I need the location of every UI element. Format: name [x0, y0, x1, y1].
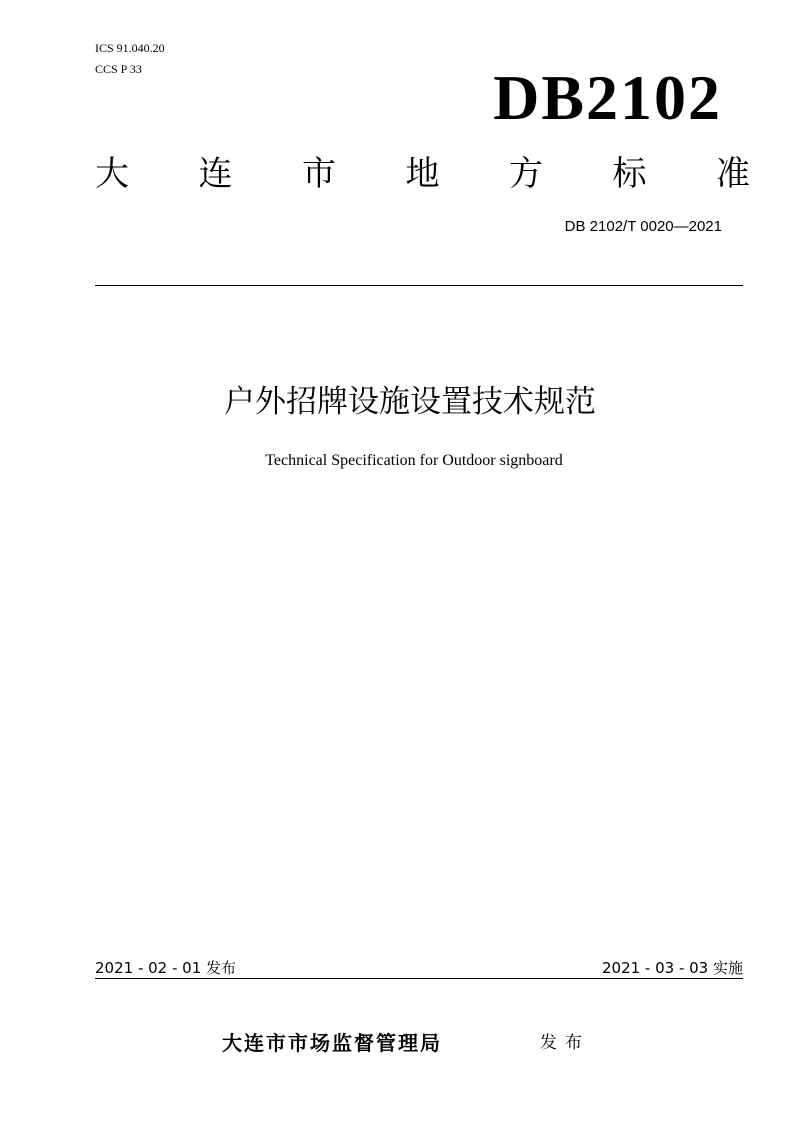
ccs-code: CCS P 33	[95, 62, 142, 76]
standard-type-char: 地	[405, 154, 440, 194]
standard-type-char: 准	[716, 154, 750, 194]
standard-type-char: 市	[302, 154, 336, 194]
implementation-date: 2021 - 03 - 03 实施	[601, 959, 743, 977]
standard-logo: DB2102	[493, 62, 722, 133]
document-title-english: Technical Specification for Outdoor signboard	[265, 452, 563, 469]
standard-type-char: 标	[612, 154, 647, 194]
document-title-chinese: 户外招牌设施设置技术规范	[224, 384, 596, 420]
issuing-authority: 大连市市场监督管理局	[222, 1031, 442, 1055]
header-divider	[95, 285, 743, 286]
ics-code: ICS 91.040.20	[95, 41, 165, 55]
standard-type-char: 方	[509, 154, 543, 194]
publish-date: 2021 - 02 - 01 发布	[95, 959, 237, 977]
issue-label: 发布	[540, 1033, 590, 1053]
footer-divider	[95, 978, 743, 979]
standard-number: DB 2102/T 0020—2021	[564, 218, 722, 235]
standard-type-char: 大	[95, 154, 129, 194]
standard-type-char: 连	[198, 154, 233, 194]
standard-type-heading	[95, 152, 750, 196]
